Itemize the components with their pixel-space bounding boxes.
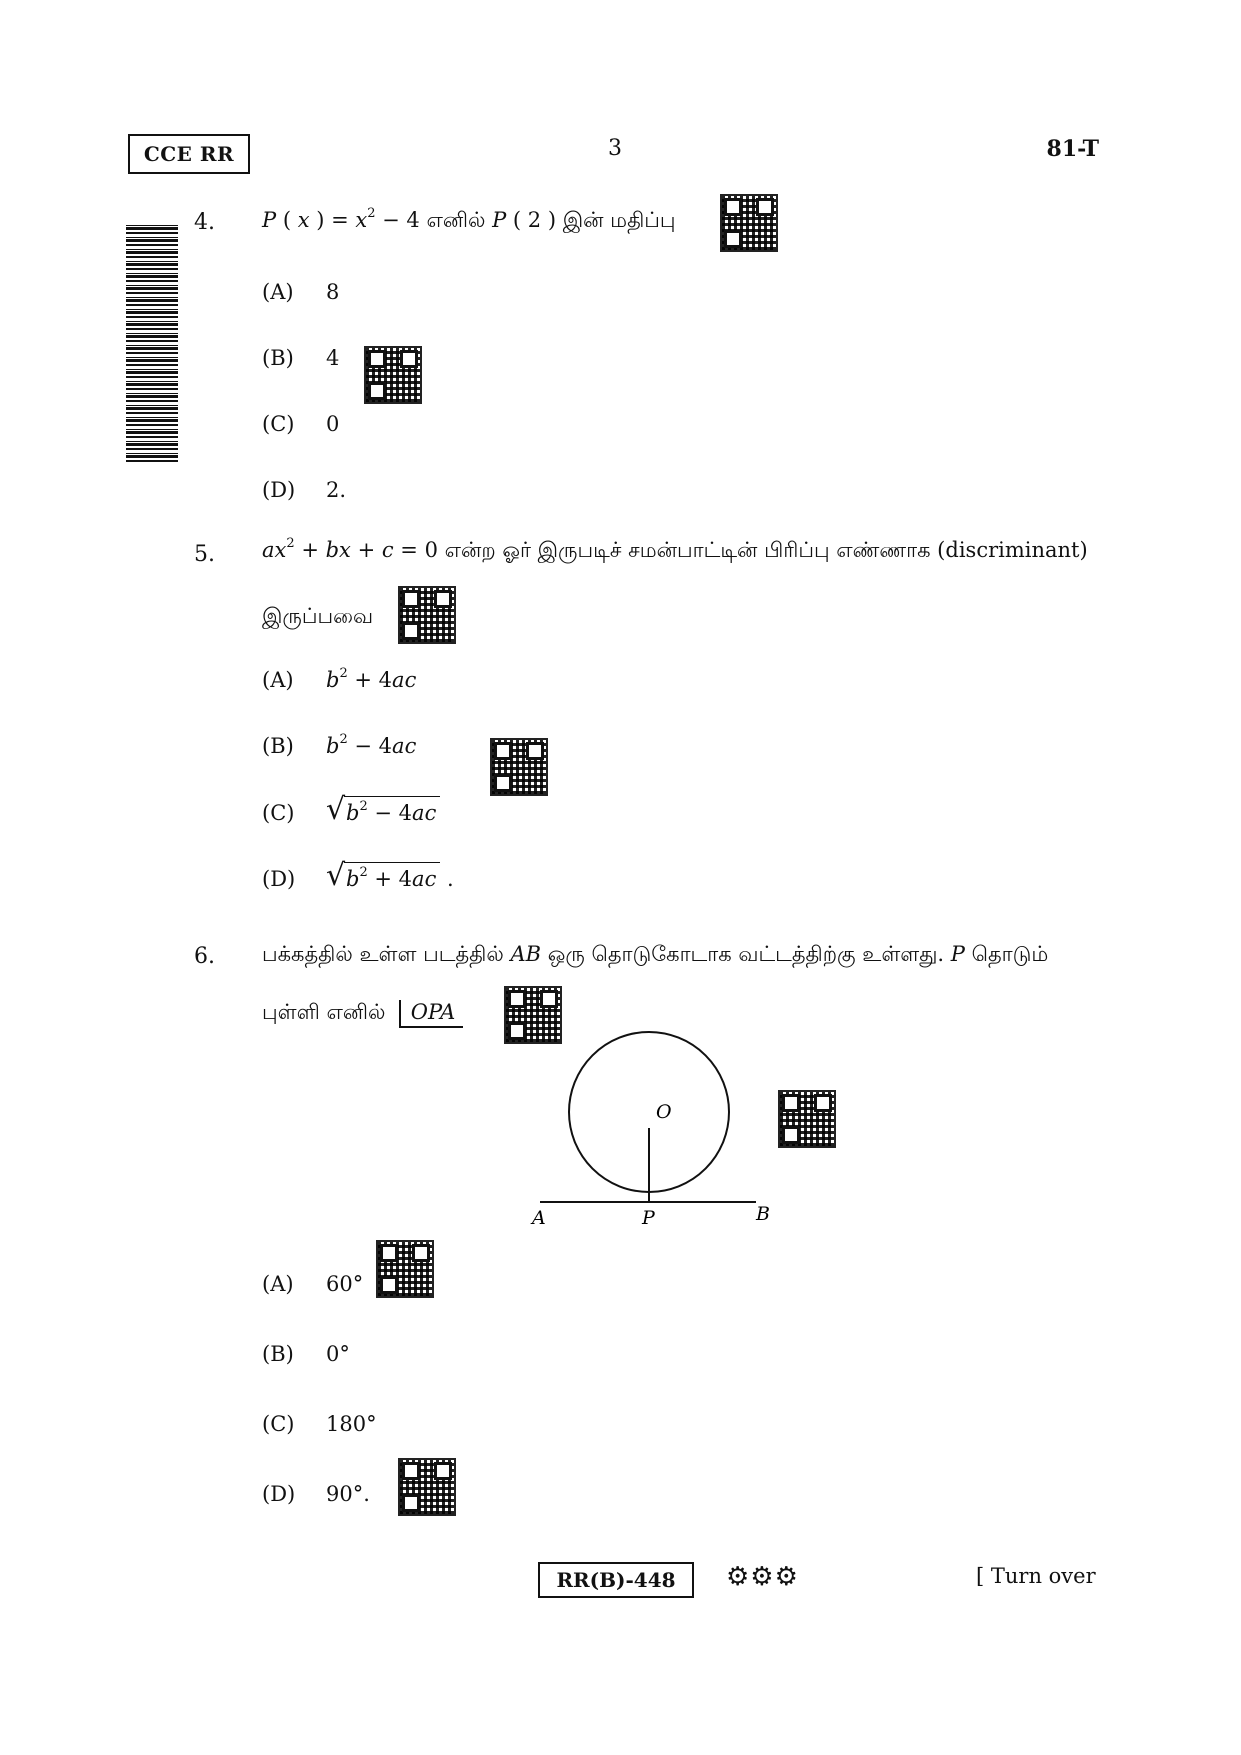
q5-option-c: (C) √ $b^2 - 4ac$ [262,796,440,825]
question-6-tamil-d: புள்ளி எனில் [262,1000,386,1024]
qr-code-icon [720,194,778,252]
q6-option-c: (C) 180° [262,1412,377,1436]
qr-code-icon [364,346,422,404]
page-number: 3 [608,136,622,161]
question-6-number: 6. [194,944,215,969]
q6-option-a: (A) 60° [262,1272,364,1296]
question-6-text: பக்கத்தில் உள்ள படத்தில் AB ஒரு தொடுகோடாக வட்டத்திற்கு உள்ளது. P தொடும் [262,942,1049,966]
qr-code-icon [778,1090,836,1148]
paper-code: 81-T [1046,136,1099,162]
question-5-number: 5. [194,542,215,567]
qr-code-icon [376,1240,434,1298]
question-4-text: P ( x ) = $x^2 - 4$ எனில் P ( 2 ) இன் மதிப்பு [262,206,676,232]
q5-option-a: (A) $b^2 + 4ac$ [262,666,417,692]
barcode [126,222,178,462]
question-6-tamil-c: தொடும் [971,942,1049,966]
question-6-text-line2 [262,1000,463,1028]
q4-option-c: (C) 0 [262,412,340,436]
question-5-tamil-a: என்ற ஓர் இருபடிச் சமன்பாட்டின் பிரிப்பு எண்ணாக (discriminant) [444,538,1088,562]
turn-over-text: [ Turn over [976,1564,1096,1588]
label-p: P [642,1207,655,1229]
question-6-tamil-b: ஒரு தொடுகோடாக வட்டத்திற்கு உள்ளது. [547,942,945,966]
q5-option-b: (B) $b^2 - 4ac$ [262,732,417,758]
q4-option-a: (A) 8 [262,280,340,304]
q5-option-d: (D) √ $b^2 + 4ac$ . [262,858,454,893]
q6-option-d: (D) 90°. [262,1482,370,1506]
question-4-tamil-a: எனில் [426,208,486,232]
qr-code-icon [490,738,548,796]
question-5-text: $ax^2$ + bx + c = 0 என்ற ஓர் இருபடிச் சமன்பாட்டின் பிரிப்பு எண்ணாக (discriminant) [262,536,1088,562]
tangent-circle-diagram [520,1030,800,1240]
qr-code-icon [398,1458,456,1516]
question-4-tamil-b: இன் மதிப்பு [562,208,676,232]
q4-option-d: (D) 2. [262,478,347,502]
question-5-text-line2: இருப்பவை [262,604,374,628]
question-4-number: 4. [194,210,215,235]
gear-icon: ⚙⚙⚙ [726,1562,799,1592]
label-o: O [656,1101,672,1123]
q6-option-b: (B) 0° [262,1342,350,1366]
label-b: B [756,1203,770,1225]
label-a: A [532,1207,546,1229]
exam-code: CCE RR [143,142,235,166]
angle-opa: OPA [399,1000,464,1028]
question-6-tamil-a: பக்கத்தில் உள்ள படத்தில் [262,942,504,966]
qr-code-icon [398,586,456,644]
set-code: RR(B)-448 [556,1568,676,1592]
set-code-box [538,1562,694,1598]
exam-code-box [128,134,250,174]
q4-option-b: (B) 4 [262,346,340,370]
